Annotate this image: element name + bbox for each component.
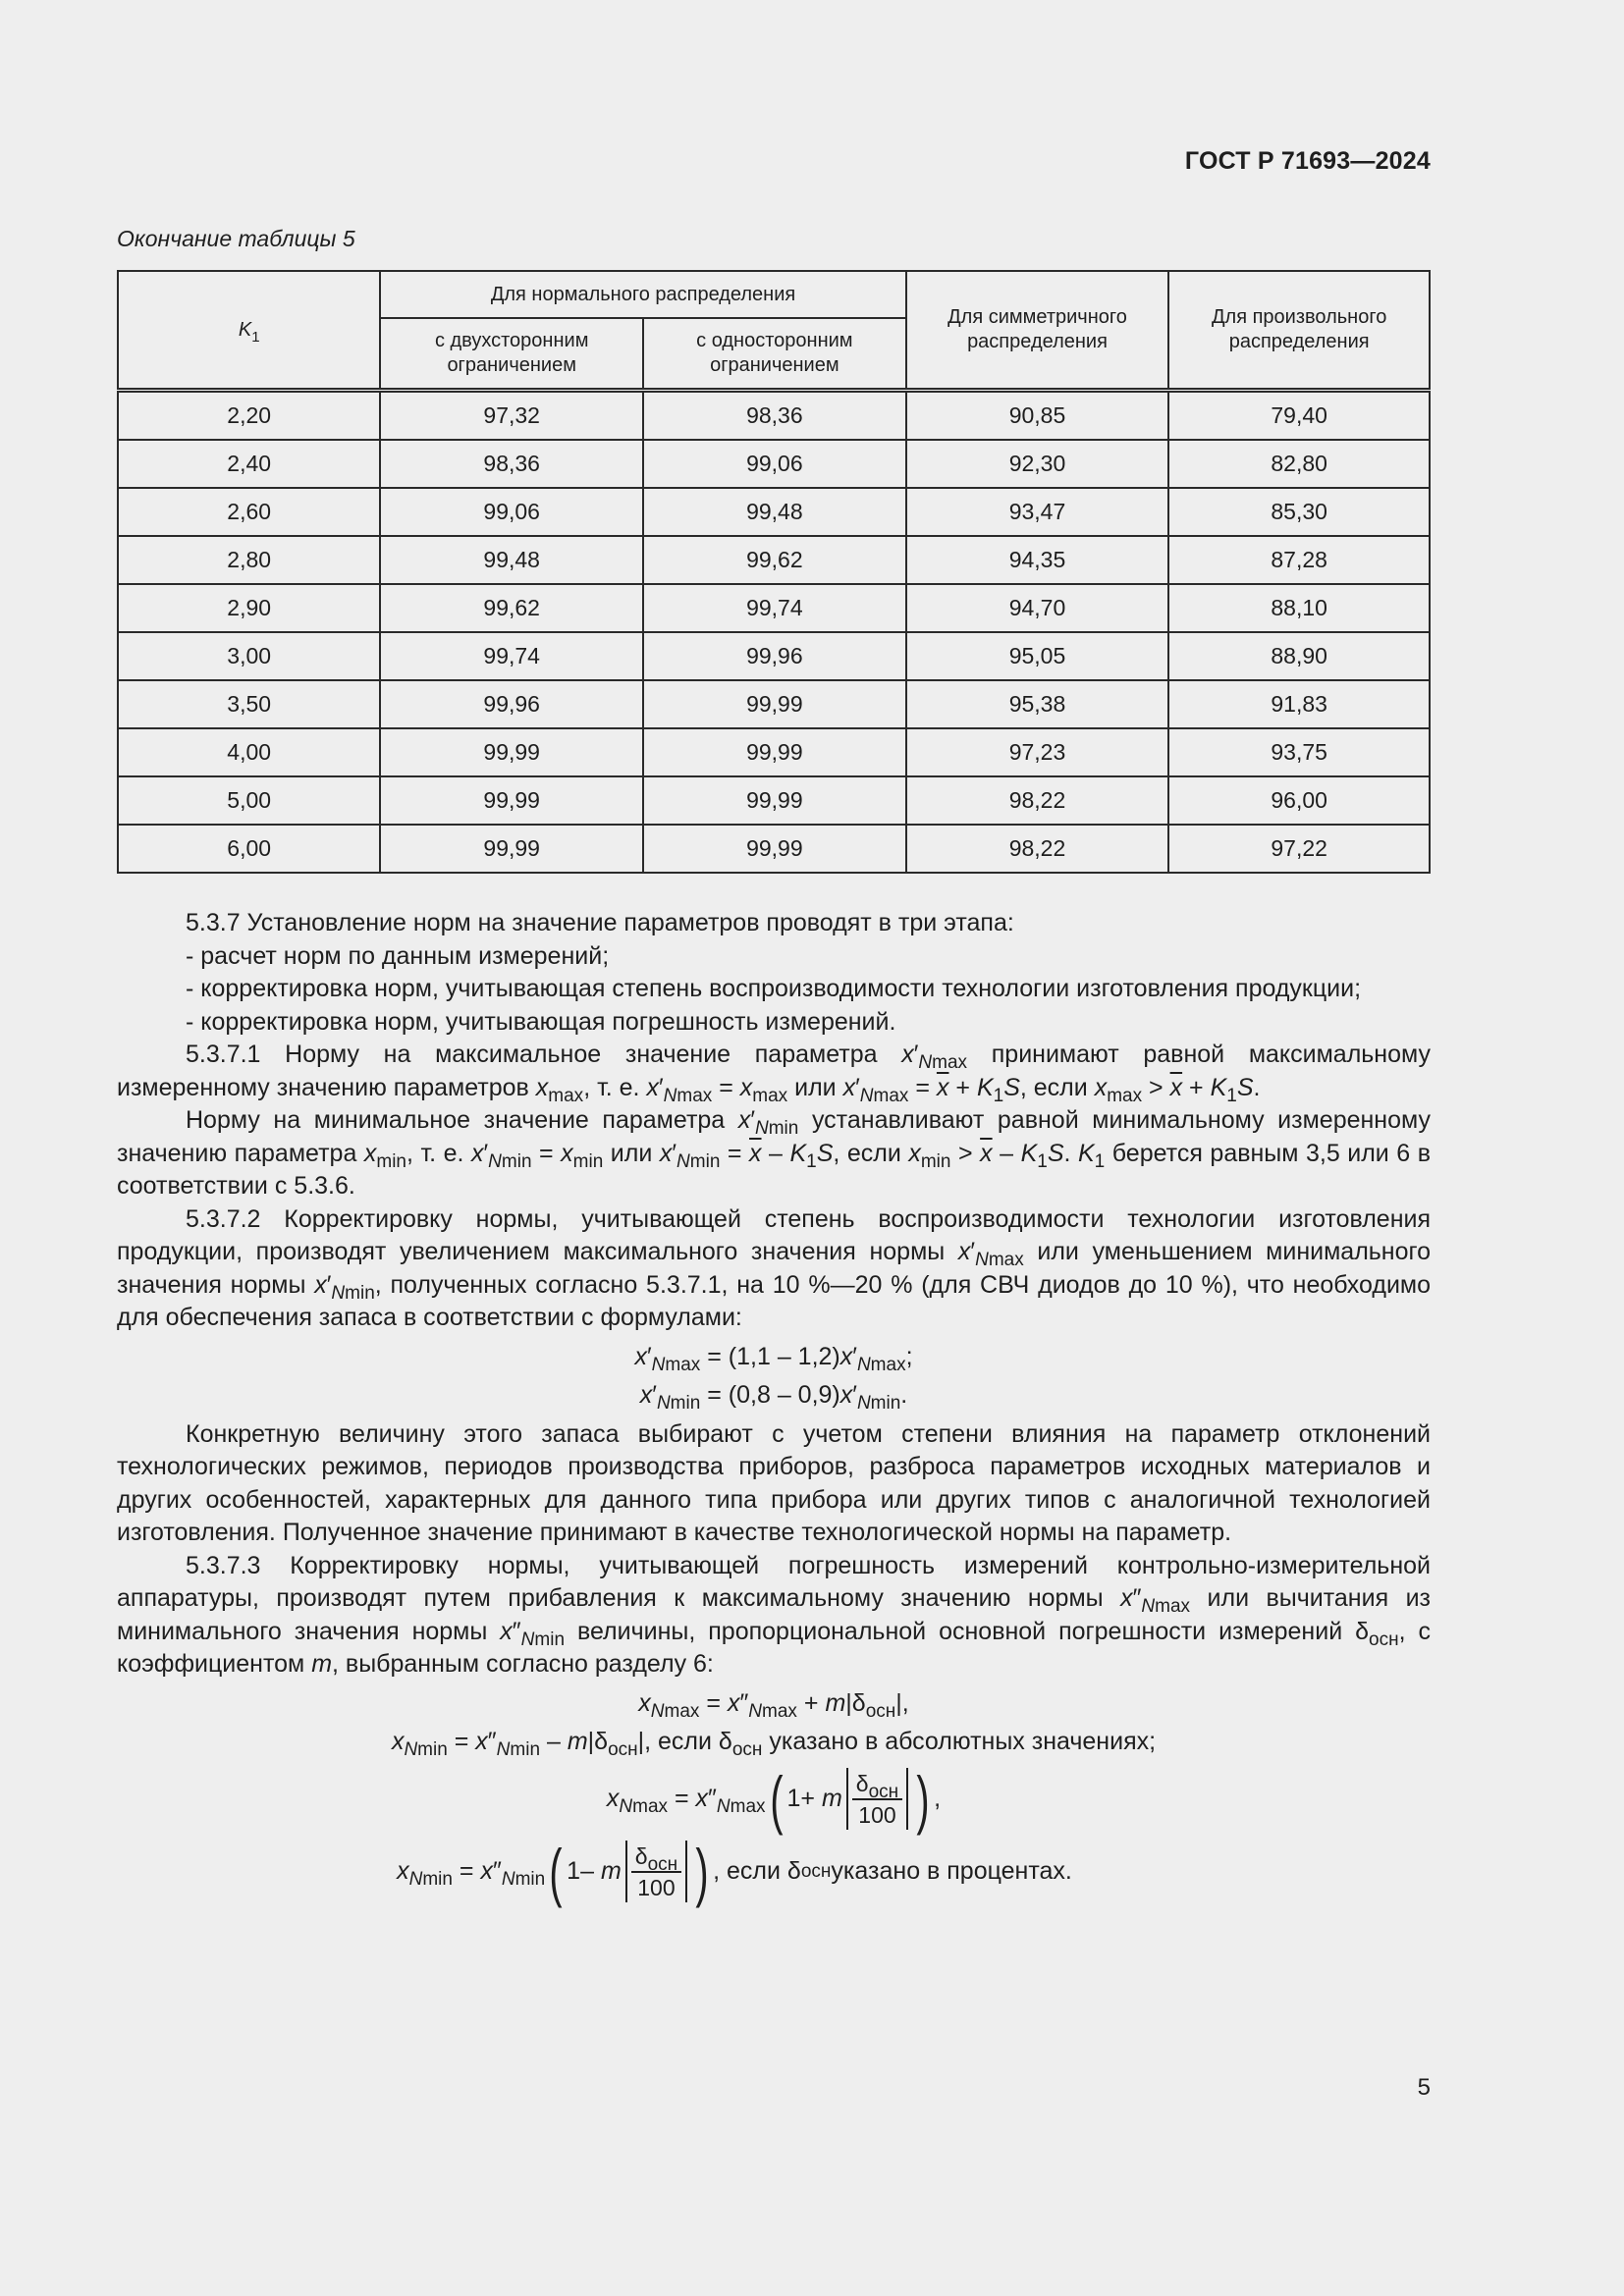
formula-max-reserve: $x'_{Nmax} = (1,1 - 1,2)x'_{Nmax}$; bbox=[634, 1342, 913, 1375]
para-min-norm: Норму на минимальное значение параметра $x'_{Nmin}$ устанавливают равной минимальному измеренному значению параметра $x_{min}$, т. е. $x'_{Nmin} = x_{min}$ или $x'_{Nmin} = \overline{x} - K_1S$, если $x_{min} > \overline{x} - K_1S$. $K_1$ берется равным 3,5 или 6 в соответствии с 5.3.6. bbox=[117, 1106, 1431, 1200]
table-cell: 99,06 bbox=[380, 488, 643, 536]
table-cell: 99,74 bbox=[643, 584, 906, 632]
header-arbitrary: Для произвольного распределения bbox=[1168, 271, 1430, 391]
table-cell: 2,40 bbox=[118, 440, 380, 488]
table-caption: Окончание таблицы 5 bbox=[117, 226, 355, 251]
para-5-3-7-1: 5.3.7.1 Норму на максимальное значение параметра $x'_{Nmax}$ принимают равной максимальному измеренному значению параметров $x_{max}$, т. е. $x'_{Nmax} = x_{max}$ или $x'_{Nmax} = \overline{x} + K_1S$, если $x_{max} > \overline{x} + K_1S$. bbox=[117, 1041, 1431, 1106]
table-cell: 99,62 bbox=[643, 536, 906, 584]
table-cell: 99,99 bbox=[643, 825, 906, 873]
body-text bbox=[117, 907, 1431, 1912]
table-cell: 99,06 bbox=[643, 440, 906, 488]
para-5-3-7: 5.3.7 Установление норм на значение параметров проводят в три этапа: bbox=[186, 909, 1014, 936]
header-two-sided: с двухсторонним ограничением bbox=[380, 318, 643, 391]
table-row bbox=[118, 825, 1430, 873]
table-row bbox=[118, 536, 1430, 584]
table-cell: 87,28 bbox=[1168, 536, 1430, 584]
table-row bbox=[118, 632, 1430, 680]
table-cell: 99,96 bbox=[380, 680, 643, 728]
table-cell: 2,80 bbox=[118, 536, 380, 584]
table-cell: 96,00 bbox=[1168, 776, 1430, 825]
table-cell: 95,38 bbox=[906, 680, 1169, 728]
table-5 bbox=[117, 270, 1431, 874]
bullet-2: - корректировка норм, учитывающая степень воспроизводимости технологии изготовления продукции; bbox=[186, 975, 1362, 1002]
table-cell: 99,99 bbox=[643, 728, 906, 776]
para-reserve: Конкретную величину этого запаса выбирают с учетом степени влияния на параметр отклонений технологических режимов, периодов производства приборов, разброса параметров исходных материалов и других особенностей, характерных для данного типа прибора или других типов с аналогичной технологией изготовления. Полученное значение принимают в качестве технологической нормы на параметр. bbox=[117, 1419, 1431, 1546]
table-cell: 94,35 bbox=[906, 536, 1169, 584]
table-cell: 99,99 bbox=[643, 776, 906, 825]
bullet-3: - корректировка норм, учитывающая погрешность измерений. bbox=[186, 1007, 896, 1036]
table-cell: 98,36 bbox=[380, 440, 643, 488]
table-cell: 92,30 bbox=[906, 440, 1169, 488]
table-cell: 91,83 bbox=[1168, 680, 1430, 728]
para-5-3-7-3: 5.3.7.3 Корректировку нормы, учитывающей погрешность измерений контрольно-измерительной аппаратуры, производят путем прибавления к максимальному значению нормы $x''_{Nmax}$ или вычитания из минимального значения нормы $x''_{Nmin}$ величины, пропорциональной основной погрешности измерений $\delta_{осн}$, с коэффициентом m, выбранным согласно разделу 6: bbox=[117, 1551, 1431, 1678]
table-cell: 97,23 bbox=[906, 728, 1169, 776]
table-cell: 99,48 bbox=[380, 536, 643, 584]
table-cell: 99,99 bbox=[380, 825, 643, 873]
table-cell: 3,00 bbox=[118, 632, 380, 680]
table-cell: 93,47 bbox=[906, 488, 1169, 536]
table-row bbox=[118, 391, 1430, 441]
table-cell: 99,99 bbox=[380, 776, 643, 825]
table-cell: 6,00 bbox=[118, 825, 380, 873]
table-cell: 88,10 bbox=[1168, 584, 1430, 632]
table-cell: 88,90 bbox=[1168, 632, 1430, 680]
header-one-sided: с односторонним ограничением bbox=[643, 318, 906, 391]
table-cell: 99,96 bbox=[643, 632, 906, 680]
table-cell: 5,00 bbox=[118, 776, 380, 825]
table-cell: 90,85 bbox=[906, 391, 1169, 441]
table-cell: 98,22 bbox=[906, 776, 1169, 825]
header-normal-distribution: Для нормального распределения bbox=[380, 271, 905, 318]
table-cell: 95,05 bbox=[906, 632, 1169, 680]
table-cell: 79,40 bbox=[1168, 391, 1430, 441]
bullet-1: - расчет норм по данным измерений; bbox=[186, 941, 610, 970]
table-cell: 94,70 bbox=[906, 584, 1169, 632]
para-5-3-7-2: 5.3.7.2 Корректировку нормы, учитывающей степень воспроизводимости технологии изготовления продукции, производят увеличением максимального значения нормы $x'_{Nmax}$ или уменьшением минимального значения нормы $x'_{Nmin}$, полученных согласно 5.3.7.1, на 10 %—20 % (для СВЧ диодов до 10 %), что необходимо для обеспечения запаса в соответствии с формулами: bbox=[117, 1204, 1431, 1331]
table-cell: 4,00 bbox=[118, 728, 380, 776]
table-row bbox=[118, 440, 1430, 488]
table-row bbox=[118, 488, 1430, 536]
table-row bbox=[118, 728, 1430, 776]
table-cell: 2,90 bbox=[118, 584, 380, 632]
table-cell: 2,60 bbox=[118, 488, 380, 536]
table-cell: 82,80 bbox=[1168, 440, 1430, 488]
table-cell: 99,74 bbox=[380, 632, 643, 680]
table-cell: 99,99 bbox=[380, 728, 643, 776]
formula-abs-max: $x_{Nmax} = x''_{Nmax} + m|\delta_{осн}|$, bbox=[638, 1688, 909, 1722]
table-row bbox=[118, 584, 1430, 632]
table-row bbox=[118, 680, 1430, 728]
table-cell: 97,32 bbox=[380, 391, 643, 441]
page-number: 5 bbox=[1417, 2074, 1431, 2101]
header-k1: $K_1$ bbox=[118, 271, 380, 391]
table-row bbox=[118, 776, 1430, 825]
table-cell: 3,50 bbox=[118, 680, 380, 728]
table-cell: 98,36 bbox=[643, 391, 906, 441]
formula-abs-min: $x_{Nmin} = x''_{Nmin} - m|\delta_{осн}|$, если $\delta_{осн}$ указано в абсолютных значениях; bbox=[391, 1728, 1157, 1760]
table-cell: 99,62 bbox=[380, 584, 643, 632]
header-symmetric: Для симметричного распределения bbox=[906, 271, 1169, 391]
table-cell: 99,48 bbox=[643, 488, 906, 536]
table-cell: 93,75 bbox=[1168, 728, 1430, 776]
formula-pct-min: $x_{Nmin} = x''_{Nmin}$ ( 1– m $\frac{\delta_{осн}}{100}$ ) , если δ осн указано в процентах. bbox=[397, 1835, 1072, 1908]
formula-min-reserve: $x'_{Nmin} = (0,8 - 0,9)x'_{Nmin}$. bbox=[639, 1381, 908, 1414]
table-cell: 85,30 bbox=[1168, 488, 1430, 536]
doc-code-header: ГОСТ Р 71693—2024 bbox=[1184, 147, 1431, 175]
table-cell: 2,20 bbox=[118, 391, 380, 441]
table-cell: 99,99 bbox=[643, 680, 906, 728]
formula-pct-max: $x_{Nmax} = x''_{Nmax}$ ( 1+ m $\frac{\delta_{осн}}{100}$ ) , bbox=[606, 1762, 942, 1836]
table-cell: 98,22 bbox=[906, 825, 1169, 873]
table-cell: 97,22 bbox=[1168, 825, 1430, 873]
